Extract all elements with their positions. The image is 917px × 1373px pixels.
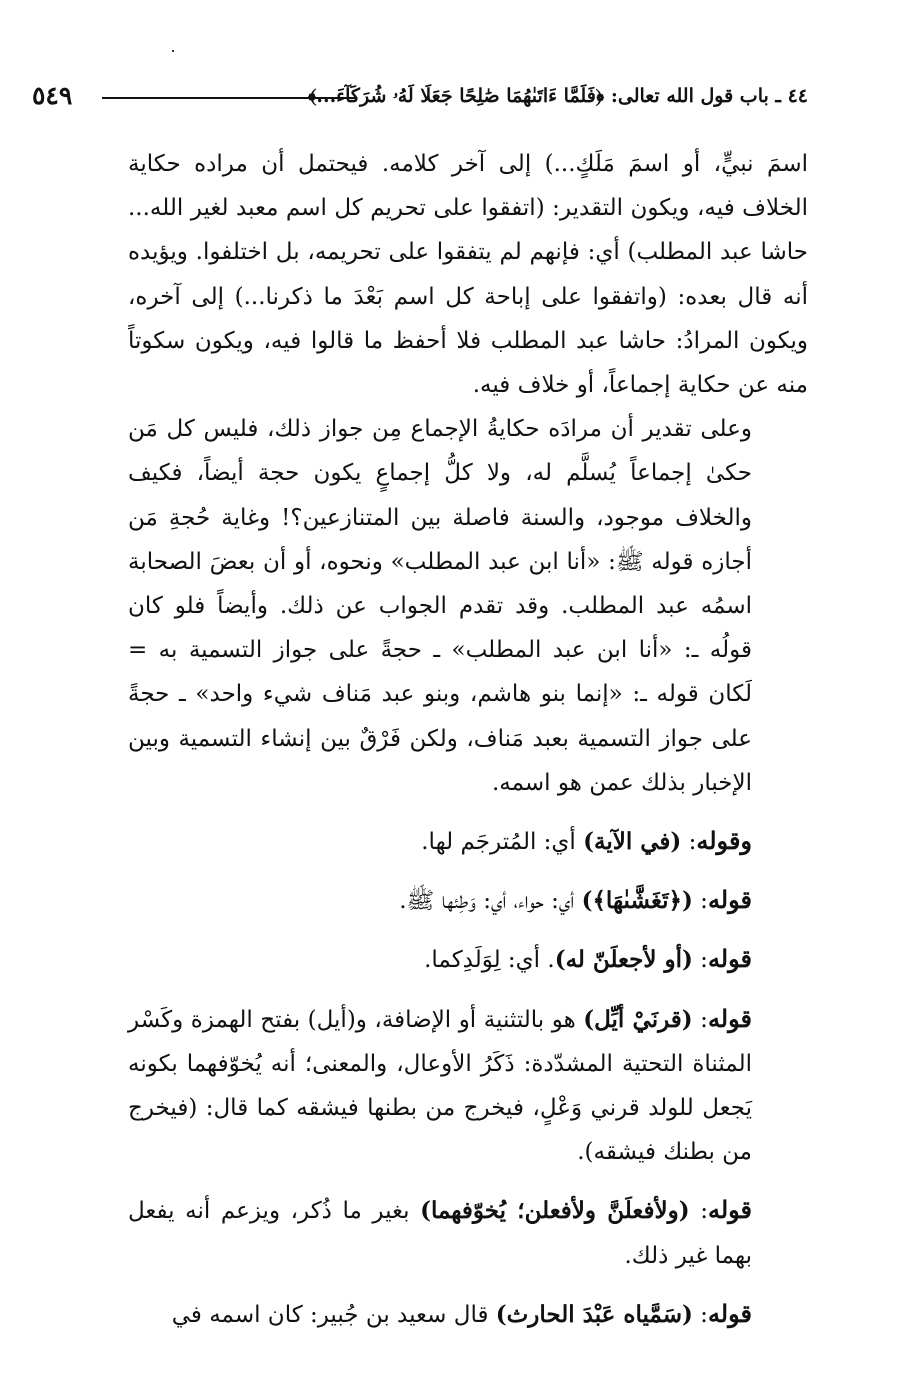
quoted-phrase: (أو لأجعلَنّ له) [554,946,693,974]
entry-label: قوله [707,1298,752,1328]
running-head: ٤٤ ـ باب قول الله تعالى: ﴿فَلَمَّا ءَاتَىٰهُمَا صَٰلِحًا جَعَلَا لَهُۥ شُرَكَآءَ...﴾ [307,85,808,107]
entry-label: وقوله [696,826,752,856]
commentary-entry: قوله: (ولأفعلَنَّ ولأفعلن؛ يُخوّفهما) بغير ما ذُكر، ويزعم أنه يفعل بهما غير ذلك. [128,1195,753,1269]
quoted-phrase: (ولأفعلَنَّ ولأفعلن؛ يُخوّفهما) [420,1197,690,1225]
page-number: ٥٤٩ [32,81,73,110]
commentary-entry: قوله: (أو لأجعلَنّ له). أي: لِوَلَدِكما. [424,944,752,974]
paragraph: وعلى تقدير أن مرادَه حكايةُ الإجماع مِن جواز ذلك، فليس كل مَن حكىٰ إجماعاً يُسلَّم له، ولا كلُّ إجماعٍ يكون حجة أيضاً، فكيف والخلاف موجود، والسنة فاصلة بين المتنازعين؟! وغاية حُجةِ مَن أجازه قوله ﷺ: «أنا ابن عبد المطلب» ونحوه، أو أن بعضَ الصحابة اسمُه عبد المطلب. وقد تقدم الجواب عن ذلك. وأيضاً فلو كان قولُه ـ: «أنا ابن عبد المطلب» ـ حجةً على جواز التسمية به = لَكان قوله ـ: «إنما بنو هاشم، وبنو عبد مَناف شيء واحد» ـ حجةً على جواز التسمية بعبد مَناف، ولكن فَرْقٌ بين إنشاء التسمية وبين الإخبار بذلك عمن هو اسمه. [128,416,752,796]
entry-label: قوله [707,944,752,974]
commentary-entry: قوله: (﴿تَغَشَّىٰهَا﴾) أي: حواء، أي: وَطِئها ﷺ. [399,885,752,915]
commentary-entry: وقوله: (في الآية) أي: المُترجَم لها. [421,826,752,856]
quoted-phrase: (في الآية) [583,828,682,856]
entry-text: . أي: لِوَلَدِكما. [424,947,555,974]
entry-text: أي: المُترجَم لها. [421,829,584,856]
entry-text: قال سعيد بن جُبير: كان اسمه في [171,1301,496,1328]
entry-label: قوله [707,885,752,915]
quoted-phrase: (﴿تَغَشَّىٰهَا﴾) [581,887,693,915]
body-text [128,142,808,1337]
commentary-entry: قوله: (سَمَّياه عَبْدَ الحارث) قال سعيد بن جُبير: كان اسمه في [171,1298,752,1328]
paragraph: اسمَ نبيٍّ، أو اسمَ مَلَكٍ...) إلى آخر كلامه. فيحتمل أن مراده حكاية الخلاف فيه، ويكون التقدير: (اتفقوا على تحريم كل اسم معبد لغير الله... حاشا عبد المطلب) أي: فإنهم لم يتفقوا على تحريمه، بل اختلفوا. ويؤيده أنه قال بعده: (واتفقوا على إباحة كل اسم بَعْدَ ما ذكرنا...) إلى آخره، ويكون المرادُ: حاشا عبد المطلب فلا أحفظ ما قالوا فيه، ويكون سكوتاً منه عن حكاية إجماعاً، أو خلاف فيه. [128,151,808,399]
entry-label: قوله [707,1195,753,1225]
commentary-entry: قوله: (قرنَيْ أيِّل) هو بالتثنية أو الإضافة، و(أيل) بفتح الهمزة وكَسْر المثناة التحتية المشدّدة: ذَكَرُ الأوعال، والمعنى؛ أنه يُخوّفهما بكونه يَجعل للولد قرني وَعْلٍ، فيخرج من بطنها فيشقه كما قال: (فيخرج من بطنك فيشقه). [128,1003,752,1166]
entry-text: بغير ما ذُكر، ويزعم أنه يفعل بهما غير ذلك. [128,1198,752,1269]
entry-text: هو بالتثنية أو الإضافة، و(أيل) بفتح الهمزة وكَسْر المثناة التحتية المشدّدة: ذَكَرُ الأوعال، والمعنى؛ أنه يُخوّفهما بكونه يَجعل للولد قرني وَعْلٍ، فيخرج من بطنها فيشقه كما قال: (فيخرج من بطنك فيشقه). [128,1006,752,1166]
scan-speck [172,50,174,52]
entry-label: قوله [707,1003,752,1033]
entry-text: أي: حواء، أي: وَطِئها ﷺ. [399,888,582,915]
quoted-phrase: (قرنَيْ أيِّل) [583,1005,693,1033]
page-header [32,78,808,114]
quoted-phrase: (سَمَّياه عَبْدَ الحارث) [495,1300,693,1328]
